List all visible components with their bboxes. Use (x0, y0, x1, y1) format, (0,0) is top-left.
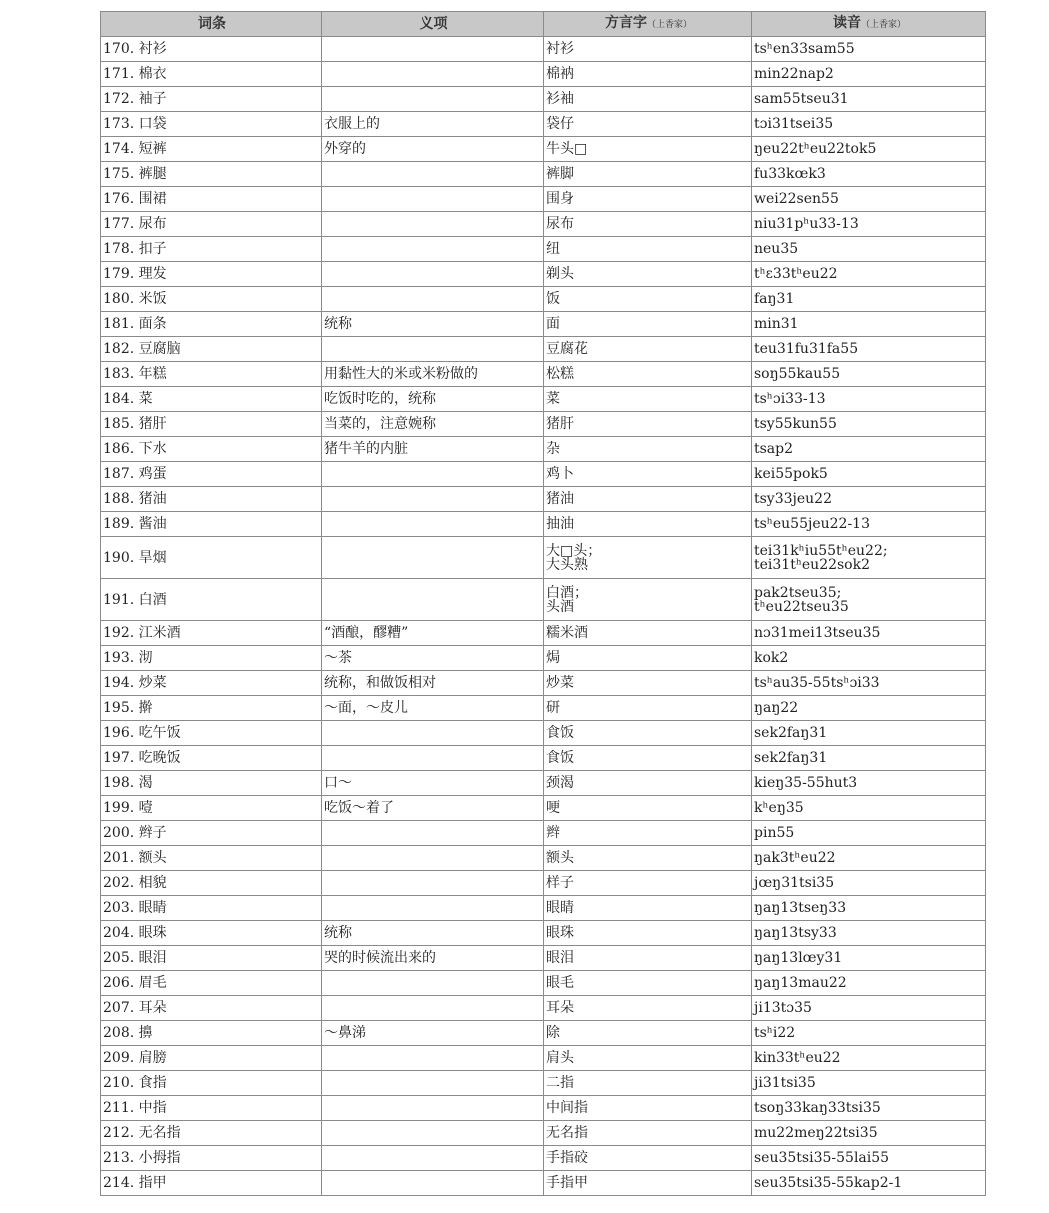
entry-cell: 174. 短裤 (101, 137, 322, 162)
meaning-cell (322, 1121, 544, 1146)
reading-cell: tsʰɔi33-13 (752, 387, 986, 412)
table-row (101, 579, 986, 621)
reading-cell: ji13tɔ35 (752, 996, 986, 1021)
entry-cell: 194. 炒菜 (101, 671, 322, 696)
dialect-cell: 糯米酒 (544, 621, 752, 646)
dialect-cell: 食饭 (544, 746, 752, 771)
dialect-cell: 耳朵 (544, 996, 752, 1021)
entry-cell: 188. 猪油 (101, 487, 322, 512)
entry-cell: 184. 菜 (101, 387, 322, 412)
table-row (101, 262, 986, 287)
table-row (101, 462, 986, 487)
table-row (101, 796, 986, 821)
reading-cell: kieŋ35-55hut3 (752, 771, 986, 796)
entry-cell: 187. 鸡蛋 (101, 462, 322, 487)
dialect-cell: 哽 (544, 796, 752, 821)
table-row (101, 112, 986, 137)
table-row (101, 821, 986, 846)
header-reading: 读音（上香家） (752, 12, 986, 37)
reading-cell: sek2faŋ31 (752, 746, 986, 771)
meaning-cell (322, 537, 544, 579)
meaning-cell (322, 212, 544, 237)
entry-cell: 197. 吃晚饭 (101, 746, 322, 771)
table-row (101, 621, 986, 646)
entry-cell: 171. 棉衣 (101, 62, 322, 87)
meaning-cell: 吃饭～着了 (322, 796, 544, 821)
reading-cell: ŋaŋ13tsy33 (752, 921, 986, 946)
dialect-cell: 手指䂭 (544, 1146, 752, 1171)
meaning-cell: ～面，～皮儿 (322, 696, 544, 721)
vocabulary-table-container (100, 11, 985, 1196)
dialect-cell: 眼睛 (544, 896, 752, 921)
reading-cell: tsoŋ33kaŋ33tsi35 (752, 1096, 986, 1121)
table-row (101, 512, 986, 537)
meaning-cell (322, 1171, 544, 1196)
table-row (101, 746, 986, 771)
reading-cell: sam55tseu31 (752, 87, 986, 112)
dialect-cell: 围身 (544, 187, 752, 212)
entry-cell: 181. 面条 (101, 312, 322, 337)
table-row (101, 1071, 986, 1096)
reading-cell: min22nap2 (752, 62, 986, 87)
table-row (101, 771, 986, 796)
entry-cell: 196. 吃午饭 (101, 721, 322, 746)
dialect-cell: 眼毛 (544, 971, 752, 996)
meaning-cell (322, 262, 544, 287)
entry-cell: 209. 肩膀 (101, 1046, 322, 1071)
reading-cell: ŋaŋ22 (752, 696, 986, 721)
meaning-cell (322, 162, 544, 187)
table-row (101, 362, 986, 387)
dialect-cell: 纽 (544, 237, 752, 262)
table-row (101, 846, 986, 871)
reading-cell: ji31tsi35 (752, 1071, 986, 1096)
reading-cell: tsy33jeu22 (752, 487, 986, 512)
entry-cell: 177. 尿布 (101, 212, 322, 237)
meaning-cell (322, 237, 544, 262)
reading-cell: niu31pʰu33-13 (752, 212, 986, 237)
dialect-cell: 饭 (544, 287, 752, 312)
dialect-cell: 棉衲 (544, 62, 752, 87)
header-dialect-note: （上香家） (646, 19, 692, 30)
meaning-cell (322, 287, 544, 312)
entry-cell: 185. 猪肝 (101, 412, 322, 437)
reading-cell: tsy55kun55 (752, 412, 986, 437)
meaning-cell: 用黏性大的米或米粉做的 (322, 362, 544, 387)
entry-cell: 207. 耳朵 (101, 996, 322, 1021)
meaning-cell: 猪牛羊的内脏 (322, 437, 544, 462)
meaning-cell: “酒酿，醪糟” (322, 621, 544, 646)
entry-cell: 191. 白酒 (101, 579, 322, 621)
entry-cell: 206. 眉毛 (101, 971, 322, 996)
reading-cell: ŋak3tʰeu22 (752, 846, 986, 871)
entry-cell: 213. 小拇指 (101, 1146, 322, 1171)
table-row (101, 721, 986, 746)
meaning-cell: 统称，和做饭相对 (322, 671, 544, 696)
meaning-cell (322, 337, 544, 362)
dialect-cell: 额头 (544, 846, 752, 871)
meaning-cell (322, 1146, 544, 1171)
dialect-cell: 眼珠 (544, 921, 752, 946)
reading-cell: tʰɛ33tʰeu22 (752, 262, 986, 287)
meaning-cell (322, 62, 544, 87)
table-row (101, 137, 986, 162)
entry-cell: 200. 辫子 (101, 821, 322, 846)
meaning-cell (322, 746, 544, 771)
reading-cell: seu35tsi35-55kap2-1 (752, 1171, 986, 1196)
dialect-cell: 剃头 (544, 262, 752, 287)
table-body (101, 37, 986, 1196)
entry-cell: 189. 酱油 (101, 512, 322, 537)
entry-cell: 183. 年糕 (101, 362, 322, 387)
entry-cell: 214. 指甲 (101, 1171, 322, 1196)
table-row (101, 62, 986, 87)
dialect-cell: 颈渴 (544, 771, 752, 796)
meaning-cell (322, 1096, 544, 1121)
dialect-cell: 中间指 (544, 1096, 752, 1121)
dialect-cell: 鸡卜 (544, 462, 752, 487)
reading-cell: neu35 (752, 237, 986, 262)
reading-cell: tsap2 (752, 437, 986, 462)
table-row (101, 187, 986, 212)
table-row (101, 896, 986, 921)
meaning-cell: 统称 (322, 312, 544, 337)
reading-cell: kʰeŋ35 (752, 796, 986, 821)
entry-cell: 202. 相貌 (101, 871, 322, 896)
entry-cell: 180. 米饭 (101, 287, 322, 312)
entry-cell: 186. 下水 (101, 437, 322, 462)
meaning-cell (322, 896, 544, 921)
dialect-cell: 衬衫 (544, 37, 752, 62)
dialect-cell: 无名指 (544, 1121, 752, 1146)
reading-cell: faŋ31 (752, 287, 986, 312)
entry-cell: 172. 袖子 (101, 87, 322, 112)
meaning-cell: 哭的时候流出来的 (322, 946, 544, 971)
header-entry: 词条 (101, 12, 322, 37)
meaning-cell (322, 1046, 544, 1071)
meaning-cell (322, 462, 544, 487)
dialect-cell: 尿布 (544, 212, 752, 237)
table-row (101, 162, 986, 187)
meaning-cell (322, 996, 544, 1021)
meaning-cell: ～鼻涕 (322, 1021, 544, 1046)
reading-cell: jœŋ31tsi35 (752, 871, 986, 896)
table-row (101, 696, 986, 721)
dialect-cell: 辫 (544, 821, 752, 846)
table-row (101, 671, 986, 696)
reading-cell: tɔi31tsei35 (752, 112, 986, 137)
entry-cell: 173. 口袋 (101, 112, 322, 137)
dialect-cell: 食饭 (544, 721, 752, 746)
reading-cell: nɔ31mei13tseu35 (752, 621, 986, 646)
meaning-cell (322, 871, 544, 896)
meaning-cell (322, 821, 544, 846)
meaning-cell: 吃饭时吃的，统称 (322, 387, 544, 412)
reading-cell: min31 (752, 312, 986, 337)
dialect-cell: 眼泪 (544, 946, 752, 971)
dialect-cell: 研 (544, 696, 752, 721)
reading-cell: tei31kʰiu55tʰeu22; tei31tʰeu22sok2 (752, 537, 986, 579)
dialect-cell: 肩头 (544, 1046, 752, 1071)
header-dialect: 方言字（上香家） (544, 12, 752, 37)
table-row (101, 312, 986, 337)
dialect-cell: 豆腐花 (544, 337, 752, 362)
dialect-cell: 裤脚 (544, 162, 752, 187)
entry-cell: 179. 理发 (101, 262, 322, 287)
table-row (101, 87, 986, 112)
meaning-cell: 外穿的 (322, 137, 544, 162)
table-row (101, 1096, 986, 1121)
table-row (101, 412, 986, 437)
reading-cell: tsʰi22 (752, 1021, 986, 1046)
dialect-cell: 牛头□ (544, 137, 752, 162)
reading-cell: pin55 (752, 821, 986, 846)
reading-cell: kok2 (752, 646, 986, 671)
dialect-cell: 面 (544, 312, 752, 337)
meaning-cell: 当菜的，注意婉称 (322, 412, 544, 437)
table-row (101, 1171, 986, 1196)
table-row (101, 237, 986, 262)
entry-cell: 208. 擤 (101, 1021, 322, 1046)
vocabulary-table (100, 11, 986, 1196)
entry-cell: 193. 沏 (101, 646, 322, 671)
entry-cell: 203. 眼睛 (101, 896, 322, 921)
entry-cell: 176. 围裙 (101, 187, 322, 212)
meaning-cell (322, 487, 544, 512)
dialect-cell: 白酒； 头酒 (544, 579, 752, 621)
table-row (101, 921, 986, 946)
dialect-cell: 猪油 (544, 487, 752, 512)
dialect-cell: 样子 (544, 871, 752, 896)
entry-cell: 192. 江米酒 (101, 621, 322, 646)
dialect-cell: 衫袖 (544, 87, 752, 112)
meaning-cell (322, 87, 544, 112)
table-row (101, 1046, 986, 1071)
table-row (101, 971, 986, 996)
reading-cell: tsʰen33sam55 (752, 37, 986, 62)
reading-cell: fu33kœk3 (752, 162, 986, 187)
table-row (101, 537, 986, 579)
table-row (101, 387, 986, 412)
entry-cell: 178. 扣子 (101, 237, 322, 262)
entry-cell: 175. 裤腿 (101, 162, 322, 187)
entry-cell: 190. 旱烟 (101, 537, 322, 579)
dialect-cell: 杂 (544, 437, 752, 462)
reading-cell: ŋaŋ13mau22 (752, 971, 986, 996)
entry-cell: 199. 噎 (101, 796, 322, 821)
table-row (101, 337, 986, 362)
dialect-cell: 抽油 (544, 512, 752, 537)
entry-cell: 205. 眼泪 (101, 946, 322, 971)
reading-cell: tsʰeu55jeu22-13 (752, 512, 986, 537)
entry-cell: 204. 眼珠 (101, 921, 322, 946)
reading-cell: mu22meŋ22tsi35 (752, 1121, 986, 1146)
meaning-cell: ～茶 (322, 646, 544, 671)
meaning-cell (322, 846, 544, 871)
dialect-cell: 手指甲 (544, 1171, 752, 1196)
entry-cell: 198. 渴 (101, 771, 322, 796)
reading-cell: sek2faŋ31 (752, 721, 986, 746)
dialect-cell: 袋仔 (544, 112, 752, 137)
dialect-cell: 除 (544, 1021, 752, 1046)
meaning-cell: 统称 (322, 921, 544, 946)
entry-cell: 212. 无名指 (101, 1121, 322, 1146)
table-header-row (101, 12, 986, 37)
reading-cell: seu35tsi35-55lai55 (752, 1146, 986, 1171)
table-row (101, 1121, 986, 1146)
table-row (101, 287, 986, 312)
entry-cell: 211. 中指 (101, 1096, 322, 1121)
reading-cell: soŋ55kau55 (752, 362, 986, 387)
entry-cell: 210. 食指 (101, 1071, 322, 1096)
header-meaning: 义项 (322, 12, 544, 37)
table-row (101, 437, 986, 462)
reading-cell: ŋeu22tʰeu22tok5 (752, 137, 986, 162)
table-row (101, 1146, 986, 1171)
reading-cell: wei22sen55 (752, 187, 986, 212)
reading-cell: ŋaŋ13lœy31 (752, 946, 986, 971)
meaning-cell: 口～ (322, 771, 544, 796)
dialect-cell: 松糕 (544, 362, 752, 387)
dialect-cell: 猪肝 (544, 412, 752, 437)
meaning-cell (322, 187, 544, 212)
reading-cell: tsʰau35-55tsʰɔi33 (752, 671, 986, 696)
reading-cell: kin33tʰeu22 (752, 1046, 986, 1071)
table-row (101, 212, 986, 237)
table-row (101, 487, 986, 512)
meaning-cell (322, 37, 544, 62)
dialect-cell: 炒菜 (544, 671, 752, 696)
table-row (101, 646, 986, 671)
meaning-cell (322, 579, 544, 621)
dialect-cell: 二指 (544, 1071, 752, 1096)
reading-cell: teu31fu31fa55 (752, 337, 986, 362)
table-row (101, 871, 986, 896)
meaning-cell (322, 512, 544, 537)
reading-cell: ŋaŋ13tseŋ33 (752, 896, 986, 921)
meaning-cell (322, 721, 544, 746)
dialect-cell: 大□头； 大头熟 (544, 537, 752, 579)
table-row (101, 37, 986, 62)
entry-cell: 182. 豆腐脑 (101, 337, 322, 362)
reading-cell: pak2tseu35; tʰeu22tseu35 (752, 579, 986, 621)
table-row (101, 946, 986, 971)
table-row (101, 1021, 986, 1046)
header-reading-note: （上香家） (860, 19, 906, 30)
meaning-cell (322, 1071, 544, 1096)
entry-cell: 170. 衬衫 (101, 37, 322, 62)
table-row (101, 996, 986, 1021)
entry-cell: 201. 额头 (101, 846, 322, 871)
dialect-cell: 菜 (544, 387, 752, 412)
meaning-cell (322, 971, 544, 996)
meaning-cell: 衣服上的 (322, 112, 544, 137)
entry-cell: 195. 擀 (101, 696, 322, 721)
reading-cell: kei55pok5 (752, 462, 986, 487)
dialect-cell: 焗 (544, 646, 752, 671)
